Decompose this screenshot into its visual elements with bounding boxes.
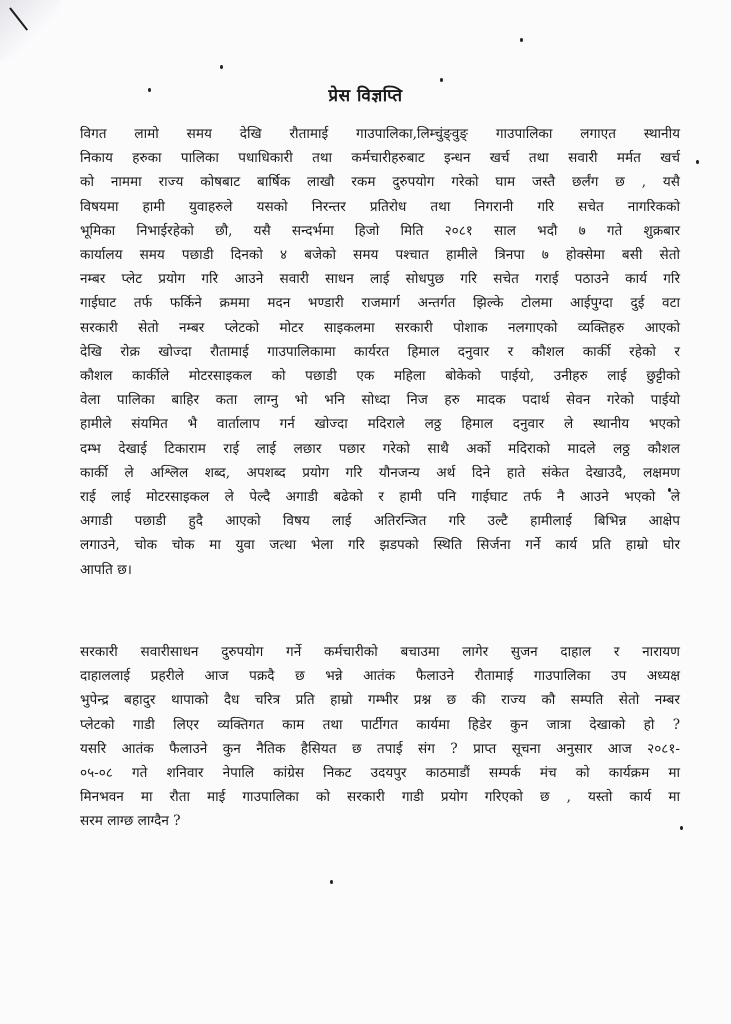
text-line: सरकारी सवारीसाधन दुरुपयोग गर्ने कर्मचारीको बचाउमा लागेर सुजन दाहाल र नारायण — [80, 644, 680, 660]
text-line: नम्बर प्लेट प्रयोग गरि आउने सवारी साधन लाई सोधपुछ गरि सचेत गराई पठाउने कार्य गरि — [80, 271, 680, 288]
text-line: हामीले संयमित भै वार्तालाप गर्न खोज्दा मदिराले लठ्ठ हिमाल दनुवार ले स्थानीय भएको — [80, 416, 680, 433]
text-line: कार्की ले अश्लिल शब्द, अपशब्द प्रयोग गरि यौनजन्य अर्थ दिने हाते संकेत देखाउदै, लक्षमण — [80, 464, 680, 481]
text-line: दाहाललाई प्रहरीले आज पक्रदै छ भन्ने आतंक फैलाउने रौतामाई गाउपालिका उप अध्यक्ष — [80, 668, 680, 685]
text-line: यसरि आतंक फैलाउने कुन नैतिक हैसियत छ तपाई संग ? प्राप्त सूचना अनुसार आज २०८१- — [80, 740, 680, 757]
text-line: को नाममा राज्य कोषबाट बार्षिक लाखौ रकम दुरुपयोग गरेको घाम जस्तै छर्लंग छ , यसै — [80, 174, 680, 191]
text-line: लगाउने, चोक चोक मा युवा जत्था भेला गरि झडपको स्थिति सिर्जना गर्ने कार्य प्रति हाम्रो घोर — [80, 537, 680, 554]
text-line: कार्यालय समय पछाडी दिनको ४ बजेको समय पश्चात हामीले त्रिनपा ७ होक्सेमा बसी सेतो — [80, 247, 680, 264]
text-line: वेला पालिका बाहिर कता लाग्नु भो भनि सोध्दा निज हरु मादक पदार्थ सेवन गरेको पाईयो — [80, 392, 680, 409]
text-line: प्लेटको गाडी लिएर व्यक्तिगत काम तथा पार्टीगत कार्यमा हिडेर कुन जात्रा देखाको हो ? — [80, 716, 680, 733]
text-line: राई लाई मोटरसाइकल ले पेल्दै अगाडी बढेको र हामी पनि गाईघाट तर्फ नै आउने भएको ले — [80, 489, 680, 506]
text-line: ०५-०८ गते शनिवार नेपालि कांग्रेस निकट उदयपुर काठमाडौं सम्पर्क मंच को कार्यक्रम मा — [80, 765, 680, 782]
scan-speck — [696, 160, 699, 164]
scan-speck — [330, 880, 333, 884]
text-line: भूमिका निभाईरहेको छौ, यसै सन्दर्भमा हिजो मिति २०८१ साल भदौ ७ गते शुक्रबार — [80, 222, 680, 239]
text-line: मिनभवन मा रौता माई गाउपालिका को सरकारी गाडी प्रयोग गरिएको छ , यस्तो कार्य मा — [80, 789, 680, 806]
text-line: आपति छ। — [80, 561, 132, 578]
paragraph-2 — [80, 640, 680, 834]
paragraph-1 — [80, 122, 680, 582]
text-line: सरकारी सेतो नम्बर प्लेटको मोटर साइकलमा सरकारी पोशाक नलगाएको व्यक्तिहरु आएको — [80, 319, 680, 336]
text-line: दम्भ देखाई टिकाराम राई लाई लछार पछार गरेको साथै अर्को मदिराको मादले लठ्ठ कौशल — [80, 440, 680, 457]
text-line: सरम लाग्छ लाग्दैन ? — [80, 813, 181, 830]
scan-speck — [680, 826, 683, 830]
text-line: विगत लामो समय देखि रौतामाई गाउपालिका,लिम्चुंङ्वुङ् गाउपालिका लगाएत स्थानीय — [80, 126, 680, 142]
text-line: अगाडी पछाडी हुदै आएको विषय लाई अतिरन्जित गरि उल्टै हामीलाई बिभिन्न आक्षेप — [80, 513, 680, 530]
text-line: देखि रोक्र खोज्दा रौतामाई गाउपालिकामा कार्यरत हिमाल दनुवार र कौशल कार्की रहेको र — [80, 343, 680, 360]
scan-speck — [520, 38, 523, 42]
text-line: गाईघाट तर्फ फर्किने क्रममा मदन भण्डारी राजमार्ग अन्तर्गत झिल्के टोलमा आईपुग्दा दुई वटा — [80, 295, 680, 312]
scan-speck — [440, 78, 443, 82]
text-line: कौशल कार्कीले मोटरसाइकल को पछाडी एक महिला बोकेको पाईयो, उनीहरु लाई छुट्टीको — [80, 368, 680, 385]
page-title: प्रेस विज्ञप्ति — [328, 86, 403, 106]
text-line: विषयमा हामी युवाहरुले यसको निरन्तर प्रतिरोध तथा निगरानी गरि सचेत नागरिकको — [80, 198, 680, 215]
text-line: निकाय हरुका पालिका पधाधिकारी तथा कर्मचारीहरुबाट इन्धन खर्च तथा सवारी मर्मत खर्च — [80, 150, 680, 167]
text-line: भुपेन्द्र बहादुर थापाको दैध चरित्र प्रति हाम्रो गम्भीर प्रश्न छ की राज्य कौ सम्पति सेतो नम्बर — [80, 692, 680, 709]
scan-speck — [220, 65, 223, 69]
